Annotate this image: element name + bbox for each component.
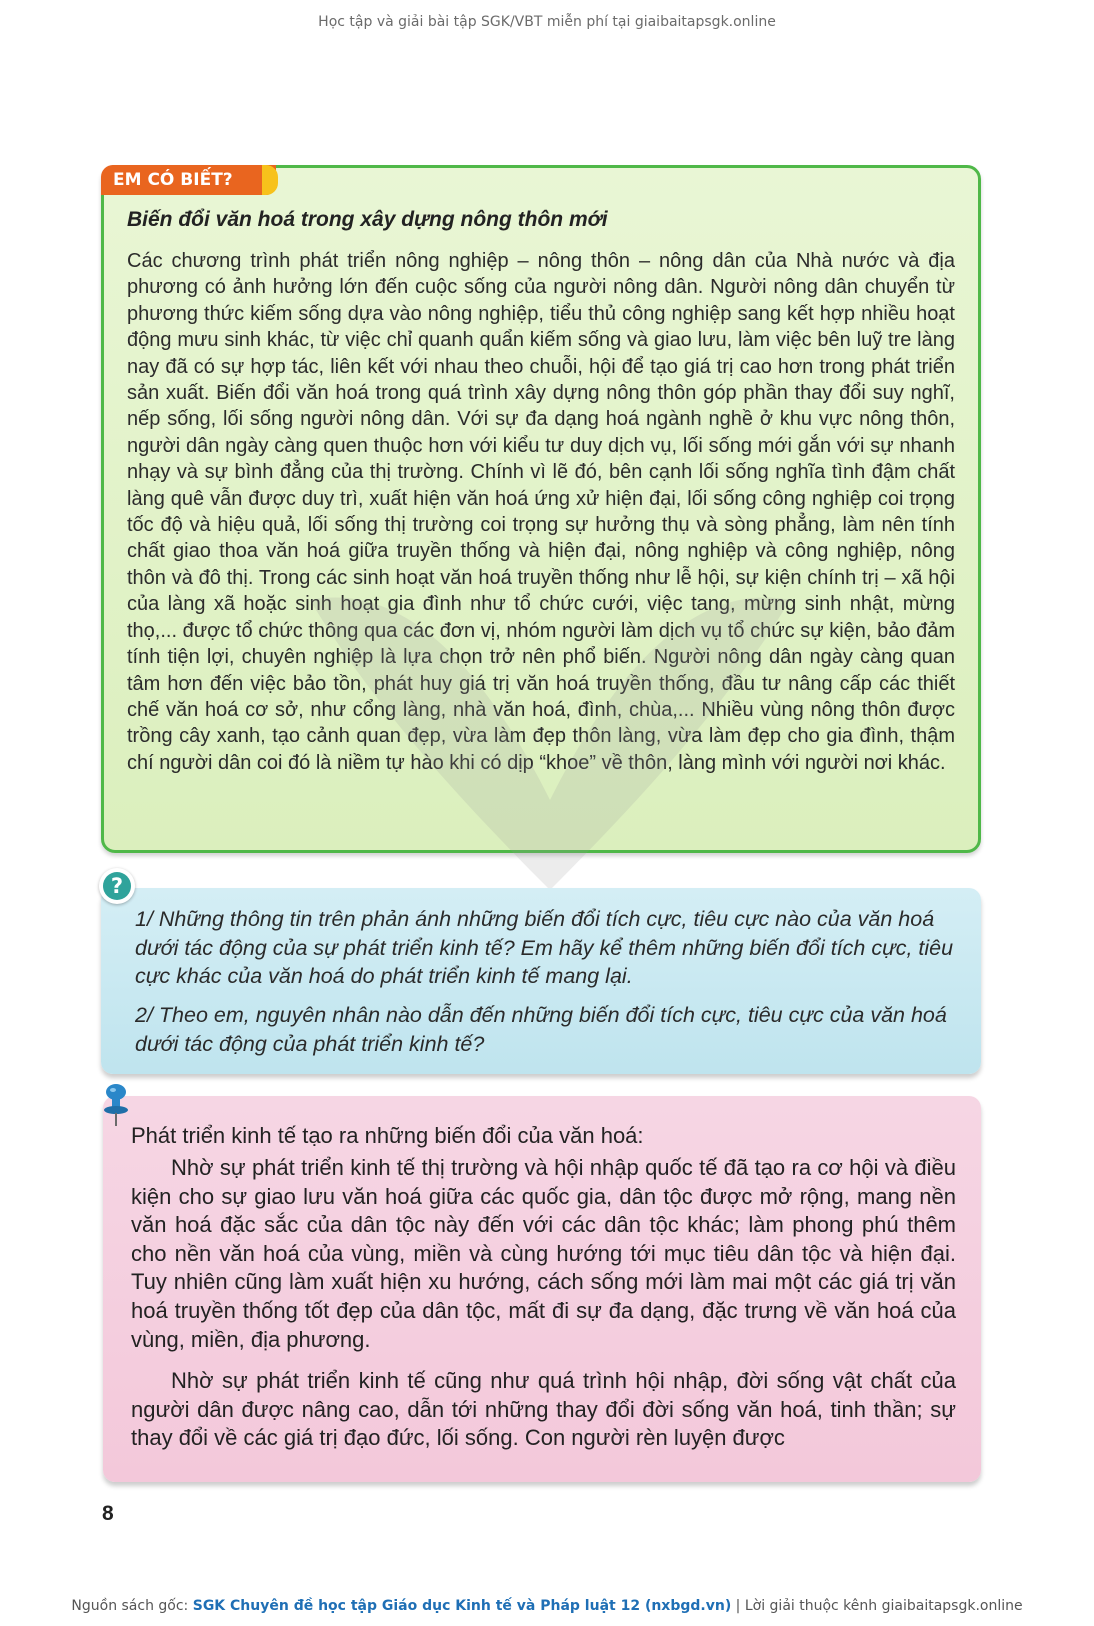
page-footer (0, 1598, 1094, 1614)
pushpin-icon (101, 1083, 131, 1127)
footer-suffix: | Lời giải thuộc kênh giaibaitapsgk.online (731, 1598, 1023, 1614)
did-you-know-tab: EM CÓ BIẾT? (101, 165, 276, 195)
question-2: 2/ Theo em, nguyên nhân nào dẫn đến những biến đổi tích cực, tiêu cực của văn hoá dưới tác động của phát triển kinh tế? (135, 1003, 947, 1056)
conclusion-heading: Phát triển kinh tế tạo ra những biến đổi của văn hoá: (131, 1123, 644, 1148)
footer-prefix: Nguồn sách gốc: (71, 1598, 193, 1614)
page-number: 8 (102, 1502, 114, 1525)
footer-source-link[interactable]: SGK Chuyên đề học tập Giáo dục Kinh tế và Pháp luật 12 (nxbgd.vn) (192, 1598, 732, 1614)
info-body-text: Các chương trình phát triển nông nghiệp – nông thôn – nông dân của Nhà nước và địa phương có ảnh hưởng lớn đến cuộc sống của người nông dân. Người nông dân chuyển từ phương thức kiếm sống dựa vào nông nghiệp, tiểu thủ công nghiệp sang kết hợp nhiều hoạt động mưu sinh khác, từ việc chỉ quanh quẩn kiếm sống và giao lưu, làm việc bên luỹ tre làng nay đã có sự hợp tác, liên kết với nhau theo chuỗi, hội để tạo giá trị cao hơn trong phát triển sản xuất. Biến đổi văn hoá trong quá trình xây dựng nông thôn góp phần thay đổi suy nghĩ, nếp sống, lối sống người nông dân. Với sự đa dạng hoá ngành nghề ở khu vực nông thôn, người dân ngày càng quen thuộc hơn với kiểu tư duy dịch vụ, lối sống mới gắn với sự nhanh nhạy và sự bình đẳng của thị trường. Chính vì lẽ đó, bên cạnh lối sống nghĩa tình đậm chất làng quê vẫn được duy trì, xuất hiện văn hoá ứng xử hiện đại, lối sống công nghiệp coi trọng tốc độ và hiệu quả, lối sống thị trường coi trọng sự hưởng thụ và sòng phẳng, làm nên tính chất giao thoa văn hoá giữa truyền thống và hiện đại, nông nghiệp và công nghiệp, nông thôn và đô thị. Trong các sinh hoạt văn hoá truyền thống như lễ hội, sự kiện chính trị – xã hội của làng xã hoặc sinh hoạt gia đình như tổ chức cưới, việc tang, mừng sinh nhật, mừng thọ,... được tổ chức thông qua các đơn vị, nhóm người làm dịch vụ tổ chức sự kiện, bảo đảm tính tiện lợi, chuyên nghiệp là lựa chọn trở nên phổ biến. Người nông dân ngày càng quan tâm hơn đến việc bảo tồn, phát huy giá trị văn hoá truyền thống, đầu tư nâng cấp các thiết chế văn hoá cơ sở, như cổng làng, nhà văn hoá, đình, chùa,... Nhiều vùng nông thôn được trồng cây xanh, tạo cảnh quan đẹp, vừa làm đẹp thôn làng, vừa làm đẹp cho gia đình, thậm chí người dân coi đó là niềm tự hào khi có dịp “khoe” về thôn, làng mình với người nơi khác. (127, 250, 955, 774)
conclusion-paragraph-1: Nhờ sự phát triển kinh tế thị trường và hội nhập quốc tế đã tạo ra cơ hội và điều kiện cho sự giao lưu văn hoá giữa các quốc gia, dân tộc được mở rộng, mang nền văn hoá đặc sắc của dân tộc này đến với các dân tộc khác; làm phong phú thêm cho nền văn hoá của vùng, miền và cùng hướng tới mục tiêu dân tộc và hiện đại. Tuy nhiên cũng làm xuất hiện xu hướng, cách sống mới làm mai một các giá trị văn hoá truyền thống tốt đẹp của dân tộc, mất đi sự đa dạng, đặc trưng về văn hoá của vùng, miền, địa phương. (131, 1155, 956, 1352)
info-title: Biến đổi văn hoá trong xây dựng nông thôn mới (127, 208, 608, 231)
question-icon-glyph: ? (103, 872, 131, 900)
page-header-text: Học tập và giải bài tập SGK/VBT miễn phí tại giaibaitapsgk.online (318, 14, 776, 30)
question-1: 1/ Những thông tin trên phản ánh những biến đổi tích cực, tiêu cực nào của văn hoá dưới tác động của sự phát triển kinh tế? Em hãy kể thêm những biến đổi tích cực, tiêu cực khác của văn hoá do phát triển kinh tế mang lại. (135, 907, 954, 988)
question-icon (99, 868, 135, 904)
conclusion-paragraph-2: Nhờ sự phát triển kinh tế cũng như quá trình hội nhập, đời sống vật chất của người dân được nâng cao, dẫn tới những thay đổi đời sống văn hoá, tinh thần; sự thay đổi về các giá trị đạo đức, lối sống. Con người rèn luyện được (131, 1368, 956, 1451)
